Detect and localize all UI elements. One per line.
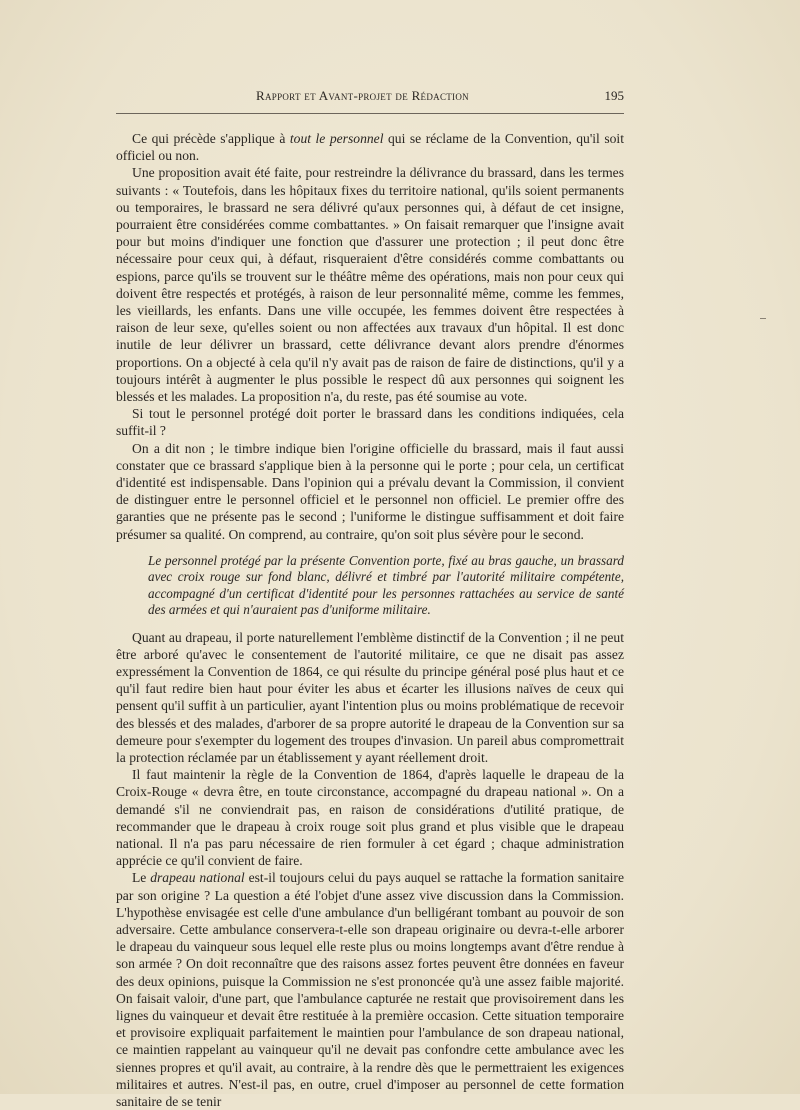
body-text [116, 130, 624, 1110]
paragraph-regle-1864: Il faut maintenir la règle de la Convention de 1864, d'après laquelle le drapeau de la Croix-Rouge « devra être, en toute circonstance, accompagné du drapeau national ». On a demandé s'il ne conviendrait pas, en raison de considérations d'utilité pratique, de recommander que le drapeau à croix rouge soit plus grand et plus visible que le drapeau national. Il n'a pas paru nécessaire de rien formuler à cet égard ; chaque administration apprécie ce qu'il convient de faire. [116, 767, 624, 869]
running-title: Rapport et Avant-projet de Rédaction [256, 88, 469, 103]
page-number: 195 [604, 88, 624, 103]
paragraph-text: est-il toujours celui du pays auquel se rattache la formation sanitaire par son origine ? La question a été l'objet d'une assez vive discussion dans la Commission. L'hypothèse envisagée est celle d'une ambulance d'un belligérant tombant au pouvoir de son adversaire. Cette ambulance conservera-t-elle son drapeau originaire ou devra-t-elle arborer le drapeau du vainqueur sous lequel elle reste plus ou moins longtemps avant d'être rendue à son armée ? On doit reconnaître que des raisons assez fortes peuvent être données en faveur des deux opinions, puisque la Commission ne s'est prononcée qu'à une assez faible majorité. On faisait valoir, d'une part, que l'ambulance capturée ne restait que provisoirement dans les lignes du vainqueur et devait être restituée à la première occasion. Cette situation temporaire et provisoire expliquait parfaitement le maintien pour l'ambulance de son drapeau national, ce maintien rappelant au vainqueur qu'il ne devait pas confondre cette ambulance avec les siennes propres et qu'il avait, au contraire, à la rendre dès que le permettraient les exigences militaires et autres. N'est-il pas, en outre, cruel d'imposer au personnel de cette formation sanitaire de se tenir [116, 870, 624, 1109]
page-header [116, 88, 624, 108]
paragraph-text: Le [132, 870, 151, 886]
paragraph-certificat: On a dit non ; le timbre indique bien l'origine officielle du brassard, mais il faut aussi constater que ce brassard s'applique bien à la personne qui le porte ; pour cela, un certificat d'identité est indispensable. Dans l'opinion qui a prévalu devant la Commission, il convient de distinguer entre le personnel officiel et le personnel non officiel. Le premier offre des garanties que ne présente pas le second ; l'uniforme le distingue suffisamment et doit faire présumer sa qualité. On comprend, au contraire, qu'on soit plus sévère pour le second. [116, 440, 624, 542]
header-rule [116, 113, 624, 114]
margin-mark [760, 318, 766, 319]
paragraph-question: Si tout le personnel protégé doit porter le brassard dans les conditions indiquées, cela suffit-il ? [116, 406, 624, 439]
paragraph-brassard-proposal: Une proposition avait été faite, pour restreindre la délivrance du brassard, dans les termes suivants : « Toutefois, dans les hôpitaux fixes du territoire national, qu'ils soient permanents ou temporaires, le brassard ne sera délivré qu'aux personnes qui, à défaut de cet insigne, pourraient être considérées comme combattantes. » On faisait remarquer que l'insigne avait pour but moins d'indiquer une fonction que d'assurer une protection ; il peut donc être nécessaire pour ceux qui, à défaut, risqueraient d'être considérés comme combattants ou espions, parce qu'ils se trouvent sur le théâtre même des opérations, mais non pour ceux qui doivent être respectés et protégés, à raison de leur personnalité même, comme les femmes, les vieillards, les enfants. Dans une ville occupée, les femmes doivent être respectées à raison de leur sexe, qu'elles soient ou non affectées aux travaux d'un hôpital. Il est donc inutile de leur délivrer un brassard, cette délivrance devant alors prendre d'énormes proportions. On a objecté à cela qu'il n'y avait pas de raison de faire de distinctions, qu'il y a toujours intérêt à augmenter le plus possible le respect dû aux personnes qui soignent les blessés et les malades. La proposition n'a, du reste, pas été soumise au vote. [116, 165, 624, 405]
paragraph-drapeau: Quant au drapeau, il porte naturellement l'emblème distinctif de la Convention ; il ne peut être arboré qu'avec le consentement de l'autorité militaire, ce que ne disait pas assez expressément la Convention de 1864, ce qui résulte du principe général posé plus haut et ce qu'il faut redire bien haut pour éviter les abus et écarter les illusions naïves de ceux qui pensent qu'il suffit à un particulier, ayant l'intention plus ou moins problématique de recevoir des blessés et des malades, d'arborer de sa propre autorité le drapeau de la Convention sur sa demeure pour s'exempter du logement des troupes d'invasion. Un pareil abus compromettrait la protection réclamée par un établissement y ayant réellement droit. [116, 629, 624, 765]
paragraph-drapeau-national [116, 869, 624, 1110]
paragraph-text: Ce qui précède s'applique à [132, 131, 290, 146]
emphasis-text: drapeau national [150, 870, 245, 886]
emphasis-text: tout le personnel [289, 131, 384, 146]
paragraph-personnel [116, 130, 624, 164]
paragraph-text: qui se réclame de la Convention, qu'il soit officiel ou non. [116, 131, 624, 164]
article-text: Le personnel protégé par la présente Convention porte, fixé au bras gauche, un brassard avec croix rouge sur fond blanc, délivré et timbré par l'autorité militaire compétente, accompagné d'un certificat d'identité pour les personnes rattachées au service de santé des armées et qui n'auraient pas d'uniforme militaire. [148, 552, 624, 618]
